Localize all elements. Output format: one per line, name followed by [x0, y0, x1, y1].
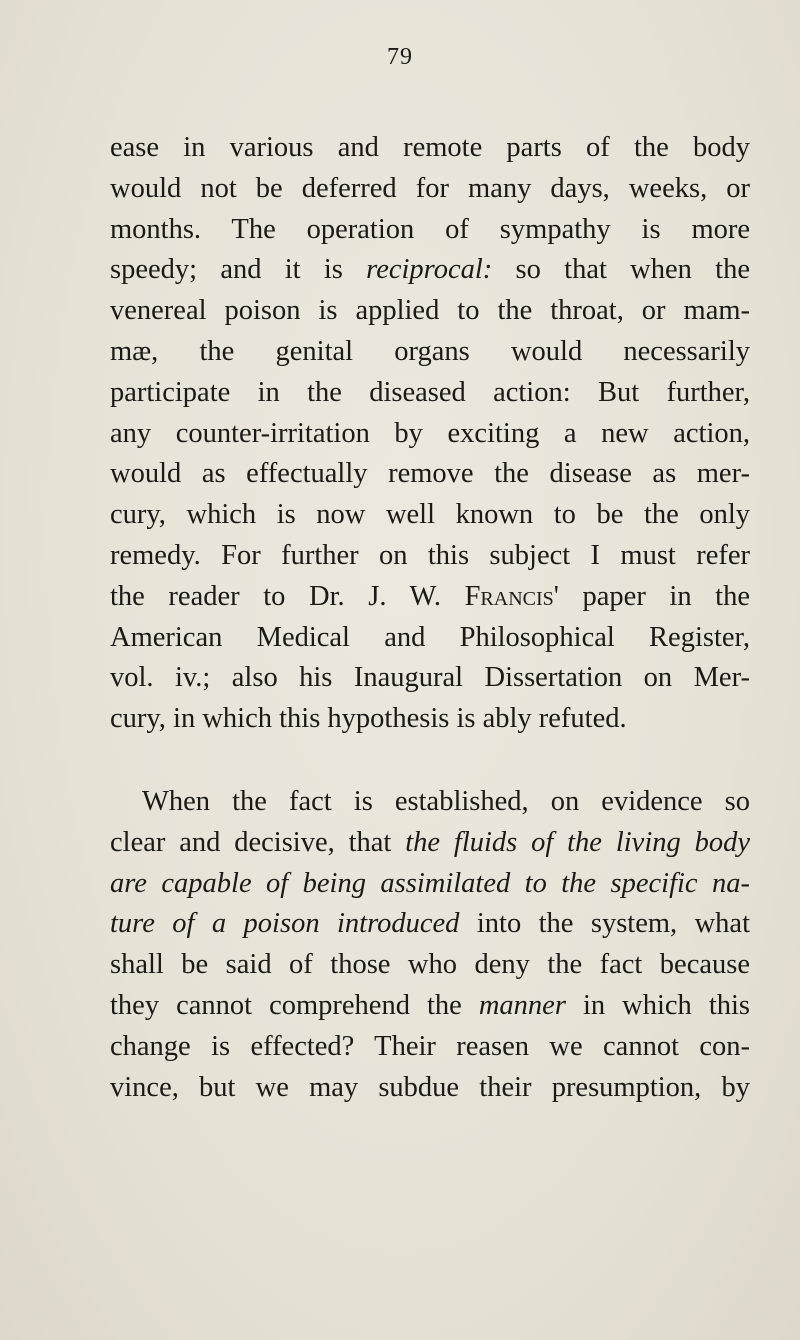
paragraph-2 — [110, 782, 750, 1108]
text-line — [110, 864, 750, 905]
author-name: Francis' — [464, 580, 559, 612]
text-run: clear and decisive, that — [110, 826, 392, 858]
text-line: remedy. For further on this subject I must refer — [110, 539, 750, 571]
paragraph-gap — [110, 740, 750, 782]
text-line: cury, which is now well known to be the only — [110, 499, 750, 531]
text-line: cury, in which this hypothesis is ably refuted. — [110, 703, 627, 735]
text-line: any counter-irritation by exciting a new action, — [110, 417, 750, 449]
text-line: months. The operation of sympathy is more — [110, 213, 750, 245]
text-run: the reader to Dr. J. W. — [110, 580, 441, 612]
text-run: in which this — [565, 989, 751, 1021]
emphasis-reciprocal: reciprocal: — [366, 254, 493, 286]
text-line: participate in the diseased action: But further, — [110, 376, 750, 408]
text-line: ease in various and remote parts of the body — [110, 132, 750, 163]
text-line — [110, 986, 750, 1027]
text-line: would as effectually remove the disease as mer- — [110, 458, 750, 490]
emphasis-nature: ture of a poison introduced — [110, 908, 460, 940]
text-run: so that when the — [492, 254, 750, 286]
paragraph-1 — [110, 128, 750, 740]
emphasis-capable: are capable of being assimilated to the specific na- — [110, 867, 750, 899]
text-line: would not be deferred for many days, weeks, or — [110, 172, 750, 204]
text-run: they cannot comprehend the — [110, 989, 462, 1021]
text-line — [110, 577, 750, 618]
text-line: change is effected? Their reasen we cannot con- — [110, 1030, 750, 1062]
text-line — [110, 904, 750, 945]
text-line — [110, 250, 750, 291]
text-line: American Medical and Philosophical Register, — [110, 621, 750, 653]
body-text — [110, 128, 750, 1108]
text-line: vince, but we may subdue their presumption, by — [110, 1071, 750, 1103]
text-line: shall be said of those who deny the fact because — [110, 949, 750, 981]
page-number: 79 — [387, 44, 413, 70]
text-line: venereal poison is applied to the throat, or mam- — [110, 295, 750, 327]
text-run: speedy; and it is — [110, 254, 343, 286]
text-run: paper in the — [558, 580, 751, 612]
text-line: When the fact is established, on evidence so — [142, 785, 750, 817]
emphasis-manner: manner — [478, 989, 566, 1021]
emphasis-fluids: the fluids of the living body — [405, 826, 750, 858]
text-line: vol. iv.; also his Inaugural Dissertation on Mer- — [110, 662, 750, 694]
text-line — [110, 823, 750, 864]
text-line: mæ, the genital organs would necessarily — [110, 335, 750, 367]
text-run: into the system, what — [459, 908, 750, 940]
